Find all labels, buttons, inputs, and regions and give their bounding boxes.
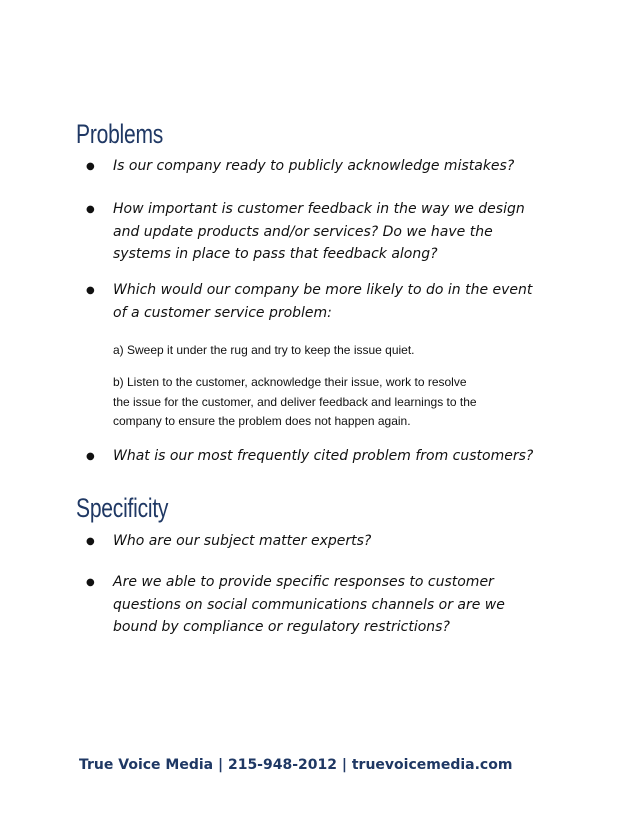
section-heading-problems: Problems xyxy=(76,119,164,149)
bullet-icon: ● xyxy=(86,451,95,462)
bullet-text-line: What is our most frequently cited problem from customers? xyxy=(113,448,534,464)
section-heading-specificity: Specificity xyxy=(76,493,169,523)
bullet-text-line: How important is customer feedback in the way we design xyxy=(113,201,525,217)
bullet-text-line: Which would our company be more likely to do in the event xyxy=(113,282,533,298)
bullet-icon: ● xyxy=(86,577,95,588)
bullet-text-line: Are we able to provide specific responses to customer xyxy=(113,574,494,590)
bullet-icon: ● xyxy=(86,161,95,172)
bullet-text-line: Is our company ready to publicly acknowledge mistakes? xyxy=(113,158,515,174)
bullet-icon: ● xyxy=(86,285,95,296)
option-text-line: a) Sweep it under the rug and try to keep the issue quiet. xyxy=(113,343,415,357)
option-text-line: the issue for the customer, and deliver feedback and learnings to the xyxy=(113,394,477,409)
option-a xyxy=(113,341,573,361)
bullet-text-line: bound by compliance or regulatory restrictions? xyxy=(113,619,450,635)
bullet-text-line: questions on social communications channels or are we xyxy=(113,596,505,613)
option-text-line: b) Listen to the customer, acknowledge their issue, work to resolve xyxy=(113,375,467,389)
footer-contact: True Voice Media | 215-948-2012 | truevoicemedia.com xyxy=(79,757,513,773)
bullet-icon: ● xyxy=(86,536,95,547)
bullet-text-line: systems in place to pass that feedback along? xyxy=(113,246,438,262)
option-text-line: company to ensure the problem does not happen again. xyxy=(113,414,411,428)
bullet-text-line: of a customer service problem: xyxy=(113,304,332,321)
bullet-icon: ● xyxy=(86,204,95,215)
bullet-text-line: and update products and/or services? Do we have the xyxy=(113,223,493,240)
bullet-text-line: Who are our subject matter experts? xyxy=(113,533,372,549)
option-b xyxy=(113,373,573,432)
